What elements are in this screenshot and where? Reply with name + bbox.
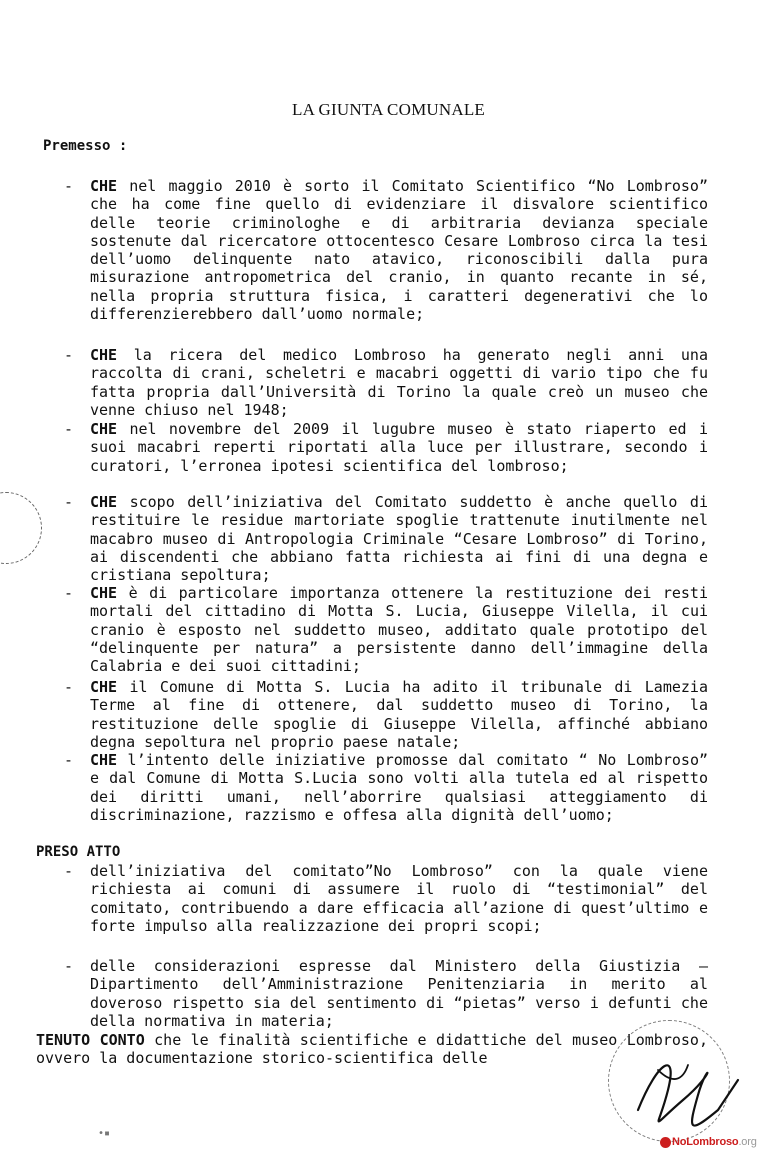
preso-atto-label: PRESO ATTO (36, 844, 121, 860)
item-lead: CHE (90, 420, 118, 438)
signature-icon (628, 1040, 748, 1140)
bullet-dash: - (64, 346, 74, 364)
item-text: il Comune di Motta S. Lucia ha adito il tribunale di Lamezia Terme al fine di ottenere, dal suddetto museo di Torino, la restituzione delle spoglie di Giuseppe Vilella, affinché abbiano degna sepoltura nel proprio paese natale; (90, 678, 708, 751)
item-lead: CHE (90, 493, 118, 511)
item-text: nel maggio 2010 è sorto il Comitato Scientifico “No Lombroso” che ha come fine quello di evidenziare il disvalore scientifico delle teorie criminologhe e di arbitraria devianza speciale sostenute dal ricercatore ottocentesco Cesare Lombroso circa la tesi dell’uomo delinquente nato atavico, riconoscibili dalla pura misurazione antropometrica del cranio, in quanto recante in sé, nella propria struttura fisica, i caratteri degenerativi che lo differenzierebbero dall’uomo normale; (90, 177, 708, 324)
bullet-dash: - (64, 177, 74, 195)
partial-stamp-left (0, 492, 42, 564)
bullet-dash: - (64, 678, 74, 696)
premesso-item (64, 346, 708, 419)
premesso-item (64, 420, 708, 475)
preso-atto-item (64, 957, 708, 1030)
preso-atto-item (64, 862, 708, 935)
item-lead: CHE (90, 678, 118, 696)
item-text: scopo dell’iniziativa del Comitato suddetto è anche quello di restituire le residue martoriate spoglie trattenute inutilmente nel macabro museo di Antropologia Criminale “Cesare Lombroso” di Torino, ai discendenti che abbiano fatta richiesta ai fini di una degna e cristiana sepoltura; (90, 493, 708, 585)
premesso-item (64, 493, 708, 585)
tenuto-conto-paragraph (36, 1031, 708, 1068)
watermark (672, 1136, 757, 1148)
premesso-item (64, 584, 708, 676)
tenuto-conto-label: TENUTO CONTO (36, 1031, 145, 1049)
item-text: nel novembre del 2009 il lugubre museo è stato riaperto ed i suoi macabri reperti riportati alla luce per illustrare, secondo i curatori, l’erronea ipotesi scientifica del lombroso; (90, 420, 708, 475)
item-text: delle considerazioni espresse dal Ministero della Giustizia – Dipartimento dell’Amministrazione Penitenziaria in merito al doveroso rispetto sia del sentimento di “pietas” verso i defunti che della normativa in materia; (90, 957, 708, 1030)
watermark-text: NoLombroso (672, 1136, 739, 1148)
item-text: è di particolare importanza ottenere la restituzione dei resti mortali del cittadino di Motta S. Lucia, Giuseppe Vilella, il cui cranio è esposto nel suddetto museo, additato quale prototipo del “delinquente per natura” a persistente danno dell’immagine della Calabria e dei suoi cittadini; (90, 584, 708, 676)
bullet-dash: - (64, 862, 74, 880)
item-lead: CHE (90, 346, 118, 364)
bullet-dash: - (64, 751, 74, 769)
bullet-dash: - (64, 957, 74, 975)
item-lead: CHE (90, 751, 118, 769)
item-text: dell’iniziativa del comitato”No Lombroso” con la quale viene richiesta ai comuni di assumere il ruolo di “testimonial” del comitato, contribuendo a dare efficacia all’azione di quest’ultimo e forte impulso alla realizzazione dei propri scopi; (90, 862, 708, 935)
bullet-dash: - (64, 584, 74, 602)
premesso-label: Premesso : (43, 138, 128, 154)
premesso-item (64, 678, 708, 751)
scan-mark: •▪ (98, 1128, 111, 1139)
tenuto-conto-text: che le finalità scientifiche e didattiche del museo Lombroso, ovvero la documentazione storico-scientifica delle (36, 1031, 708, 1068)
bullet-dash: - (64, 493, 74, 511)
document-title: LA GIUNTA COMUNALE (291, 100, 485, 119)
bullet-dash: - (64, 420, 74, 438)
item-text: l’intento delle iniziative promosse dal comitato “ No Lombroso” e dal Comune di Motta S.Lucia sono volti alla tutela ed al rispetto dei diritti umani, nell’aborrire qualsiasi atteggiamento di discriminazione, razzismo e offesa alla dignità dell’uomo; (90, 751, 708, 824)
watermark-logo-icon (660, 1137, 671, 1148)
item-lead: CHE (90, 177, 118, 195)
item-text: la ricera del medico Lombroso ha generato negli anni una raccolta di crani, scheletri e macabri oggetti di vario tipo che fu fatta propria dall’Università di Torino la quale creò un museo che venne chiuso nel 1948; (90, 346, 708, 419)
premesso-item (64, 177, 708, 324)
premesso-item (64, 751, 708, 824)
watermark-suffix: .org (738, 1136, 757, 1148)
item-lead: CHE (90, 584, 118, 602)
